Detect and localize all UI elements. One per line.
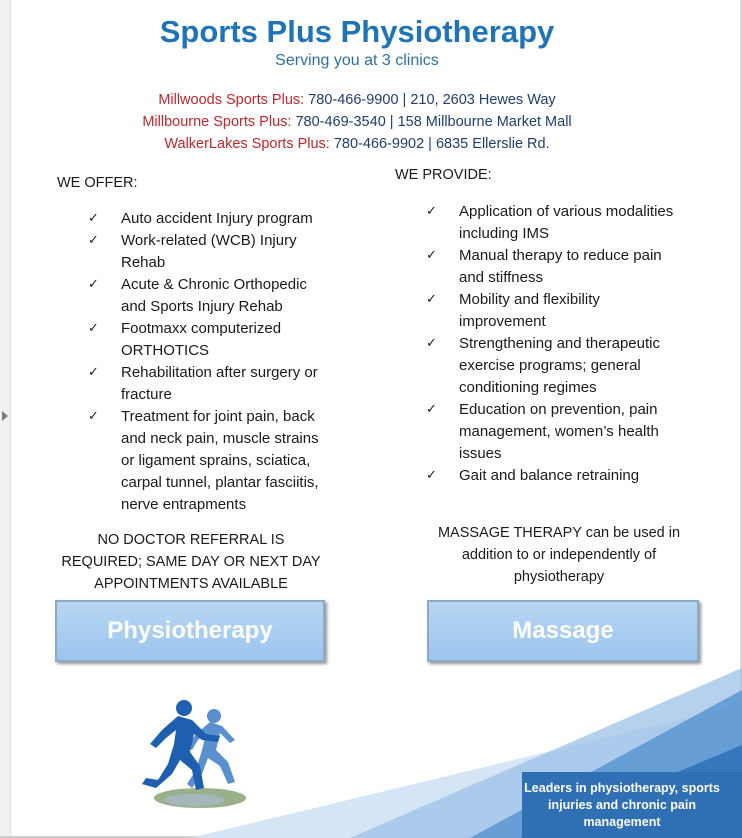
check-icon: ✓: [426, 402, 437, 417]
clinic-name: WalkerLakes Sports Plus:: [164, 136, 330, 152]
check-icon: ✓: [88, 409, 99, 424]
check-icon: ✓: [426, 468, 437, 483]
clinic-name: Millwoods Sports Plus:: [158, 92, 305, 108]
check-icon: ✓: [426, 336, 437, 351]
check-icon: ✓: [88, 365, 99, 380]
offer-list: [88, 208, 328, 516]
list-item: ✓ Auto accident Injury program: [88, 208, 328, 230]
clinic-millbourne: [0, 114, 714, 130]
clinic-contact: 780-466-9900 | 210, 2603 Hewes Way: [308, 92, 556, 108]
list-item: ✓ Rehabilitation after surgery or fracture: [88, 364, 318, 403]
clinic-contact: 780-469-3540 | 158 Millbourne Market Mall: [295, 114, 572, 130]
page-subtitle: Serving you at 3 clinics: [275, 52, 439, 69]
provide-list: [426, 201, 681, 487]
clinic-name: Millbourne Sports Plus:: [142, 114, 292, 130]
massage-note: MASSAGE THERAPY can be used in addition to or independently of physiotherapy: [437, 525, 681, 585]
list-item: ✓ Treatment for joint pain, back and neck pain, muscle strains or ligament sprains, sciatica, carpal tunnel, plantar fasciitis, nerve entrapments: [88, 408, 319, 513]
check-icon: ✓: [88, 233, 99, 248]
list-item: ✓ Gait and balance retraining: [426, 465, 681, 487]
physiotherapy-button[interactable]: Physiotherapy: [55, 600, 325, 662]
check-icon: ✓: [426, 204, 437, 219]
check-icon: ✓: [426, 248, 437, 263]
offer-heading: WE OFFER:: [57, 175, 138, 191]
clinic-walkerlakes: [0, 136, 714, 152]
tagline: Leaders in physiotherapy, sports injuries and chronic pain management: [524, 781, 720, 829]
check-icon: ✓: [88, 277, 99, 292]
check-icon: ✓: [426, 292, 437, 307]
clinic-millwoods: [0, 92, 714, 108]
list-item: ✓ Footmaxx computerized ORTHOTICS: [88, 320, 282, 359]
referral-note: NO DOCTOR REFERRAL IS REQUIRED; SAME DAY OR NEXT DAY APPOINTMENTS AVAILABLE: [61, 532, 321, 592]
list-item: ✓ Application of various modalities including IMS: [426, 203, 674, 242]
runners-logo-image: [132, 700, 247, 812]
list-item: ✓ Strengthening and therapeutic exercise programs; general conditioning regimes: [426, 335, 660, 396]
page-title: Sports Plus Physiotherapy: [159, 14, 555, 49]
list-item: ✓ Manual therapy to reduce pain and stiffness: [426, 247, 662, 286]
check-icon: ✓: [88, 211, 99, 226]
list-item: ✓ Mobility and flexibility improvement: [426, 291, 600, 330]
check-icon: ✓: [88, 321, 99, 336]
massage-button[interactable]: Massage: [427, 600, 699, 662]
list-item: ✓ Education on prevention, pain management, women’s health issues: [426, 401, 659, 462]
list-item: ✓ Acute & Chronic Orthopedic and Sports Injury Rehab: [88, 276, 307, 315]
list-item: ✓ Work-related (WCB) Injury Rehab: [88, 232, 297, 271]
provide-heading: WE PROVIDE:: [395, 167, 492, 183]
clinic-contact: 780-466-9902 | 6835 Ellerslie Rd.: [333, 136, 550, 152]
